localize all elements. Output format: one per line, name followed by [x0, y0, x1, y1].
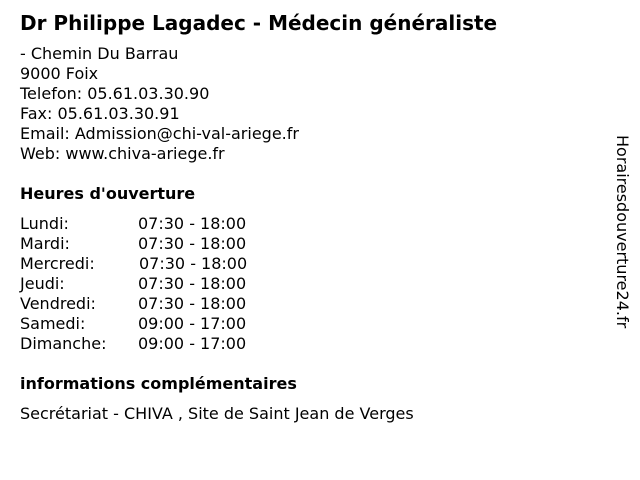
- fax-number: Fax: 05.61.03.30.91: [20, 104, 180, 123]
- address-street: - Chemin Du Barrau: [20, 44, 179, 63]
- info-text: Secrétariat - CHIVA , Site de Saint Jean de Verges: [20, 404, 414, 423]
- day-label: Lundi:: [20, 214, 69, 233]
- day-label: Mardi:: [20, 234, 70, 253]
- hours-row-wednesday: [20, 254, 320, 274]
- time-range: 07:30 - 18:00: [139, 254, 248, 273]
- time-range: 07:30 - 18:00: [138, 214, 247, 233]
- hours-table: [20, 214, 320, 354]
- address-city: 9000 Foix: [20, 64, 99, 83]
- hours-row-monday: [20, 214, 320, 234]
- day-label: Dimanche:: [20, 334, 107, 353]
- site-watermark: Horairesdouverture24.fr: [613, 135, 632, 329]
- hours-row-thursday: [20, 274, 320, 294]
- day-label: Samedi:: [20, 314, 86, 333]
- website-address: Web: www.chiva-ariege.fr: [20, 144, 225, 163]
- time-range: 09:00 - 17:00: [138, 314, 247, 333]
- info-heading: informations complémentaires: [20, 374, 297, 393]
- hours-row-friday: [20, 294, 320, 314]
- email-address: Email: Admission@chi-val-ariege.fr: [20, 124, 299, 143]
- page-title: Dr Philippe Lagadec - Médecin généraliste: [20, 11, 498, 35]
- hours-row-sunday: [20, 334, 320, 354]
- hours-heading: Heures d'ouverture: [20, 184, 196, 203]
- hours-row-saturday: [20, 314, 320, 334]
- time-range: 09:00 - 17:00: [138, 334, 247, 353]
- day-label: Mercredi:: [20, 254, 95, 273]
- time-range: 07:30 - 18:00: [138, 234, 247, 253]
- phone-number: Telefon: 05.61.03.30.90: [20, 84, 210, 103]
- time-range: 07:30 - 18:00: [138, 294, 247, 313]
- contact-block: [20, 44, 299, 164]
- hours-row-tuesday: [20, 234, 320, 254]
- time-range: 07:30 - 18:00: [138, 274, 247, 293]
- day-label: Vendredi:: [20, 294, 96, 313]
- day-label: Jeudi:: [20, 274, 65, 293]
